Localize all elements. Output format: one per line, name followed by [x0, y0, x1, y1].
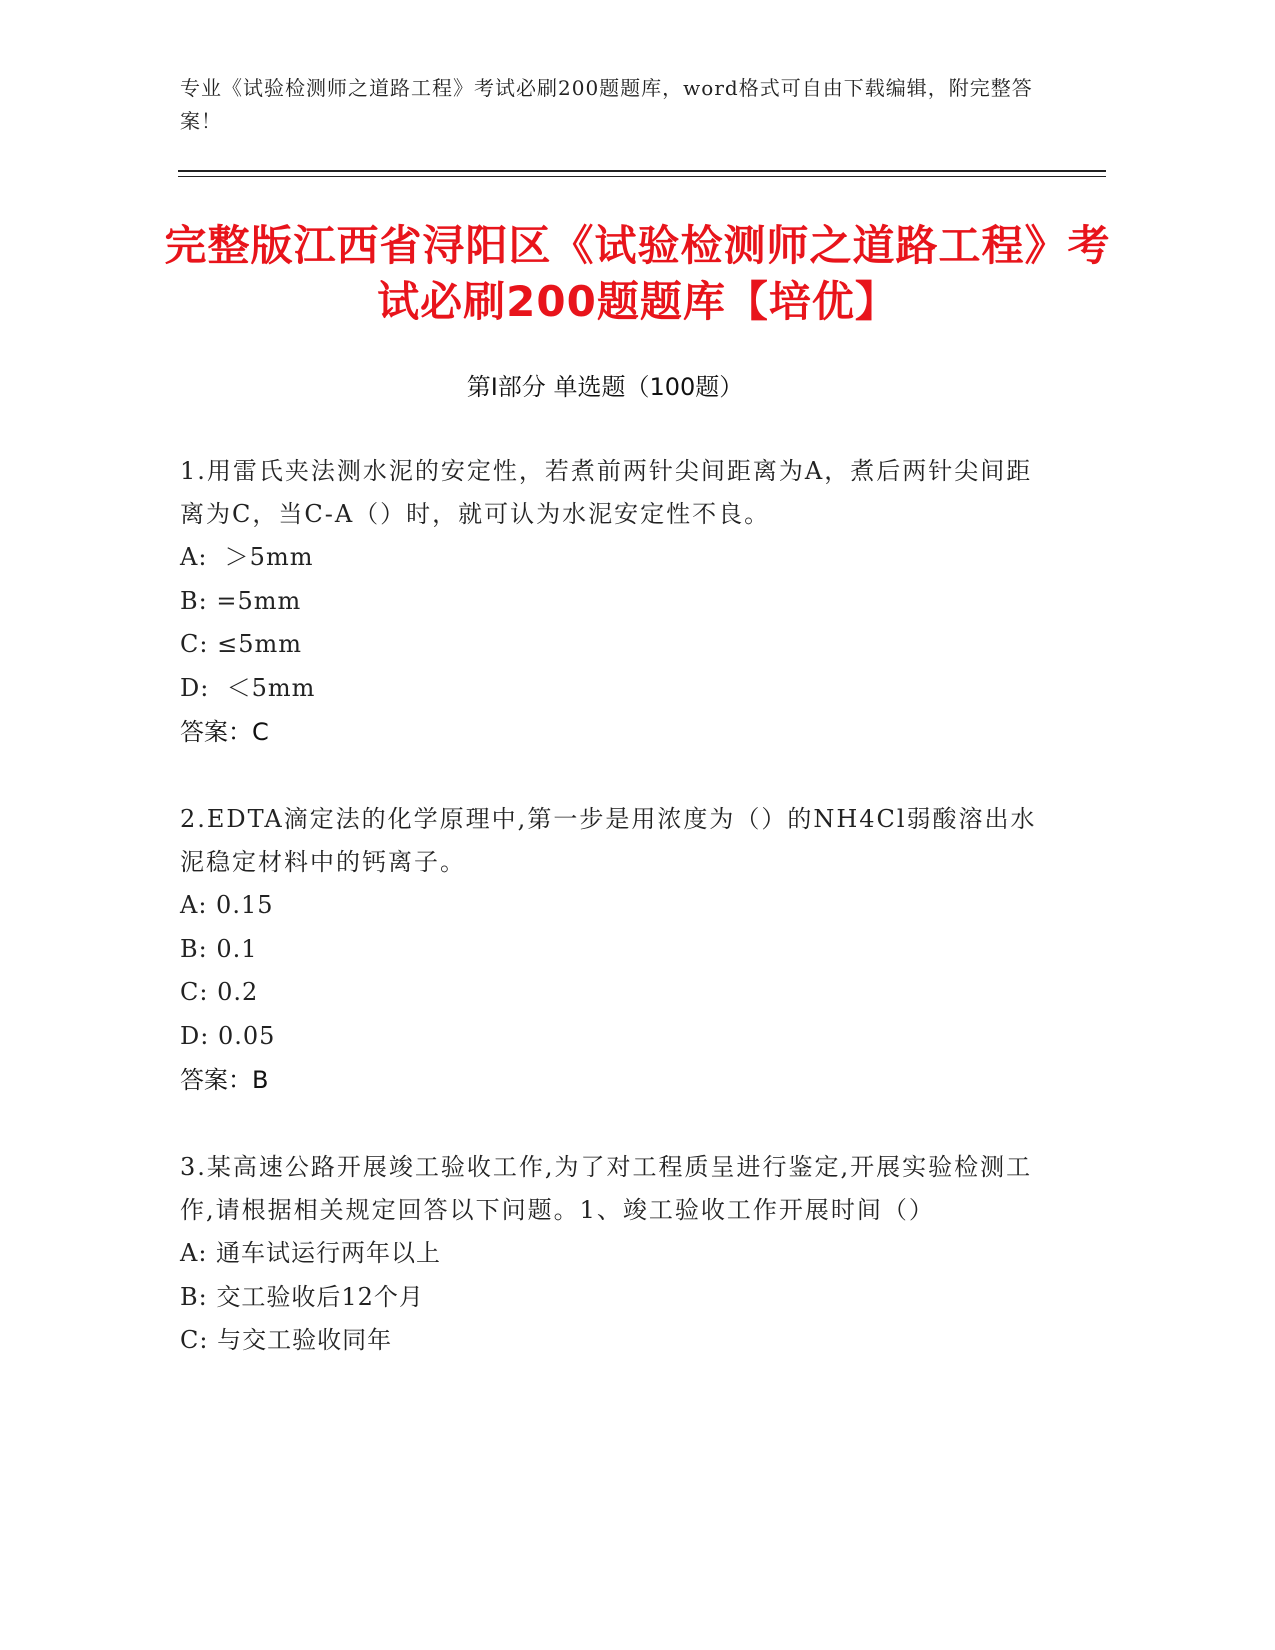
section-title: 第I部分 单选题（100题）: [466, 373, 744, 401]
option-c: C: 0.2: [180, 978, 259, 1006]
document-title: 完整版江西省浔阳区《试验检测师之道路工程》考试必刷200题题库【培优】: [164, 221, 1111, 326]
answer: 答案：B: [180, 1066, 269, 1094]
header-divider-thin: [178, 176, 1106, 177]
question-stem: 1.用雷氏夹法测水泥的安定性，若煮前两针尖间距离为A，煮后两针尖间距离为C，当C-A（）时，就可认为水泥安定性不良。: [180, 457, 1033, 528]
option-c: C: 与交工验收同年: [180, 1326, 393, 1354]
answer: 答案：C: [180, 718, 269, 746]
option-a: A: ＞5mm: [180, 543, 314, 571]
option-b: B: 0.1: [180, 934, 258, 963]
question-stem: 3.某高速公路开展竣工验收工作,为了对工程质呈进行鉴定,开展实验检测工作,请根据相关规定回答以下问题。1、竣工验收工作开展时间（）: [180, 1153, 1033, 1224]
option-c: C: ≤5mm: [180, 630, 302, 658]
option-d: D: 0.05: [180, 1021, 276, 1050]
question-stem: 2.EDTA滴定法的化学原理中,第一步是用浓度为（）的NH4Cl弱酸溶出水泥稳定材料中的钙离子。: [180, 805, 1037, 876]
option-a: A: 0.15: [180, 891, 274, 919]
question-1: [180, 450, 1040, 754]
question-3: [180, 1146, 1040, 1363]
question-2: [180, 798, 1040, 1102]
option-b: B: =5mm: [180, 586, 302, 615]
option-a: A: 通车试运行两年以上: [180, 1239, 442, 1267]
question-list: [180, 450, 1040, 1407]
option-b: B: 交工验收后12个月: [180, 1282, 424, 1311]
option-d: D: ＜5mm: [180, 673, 316, 702]
header-note: 专业《试验检测师之道路工程》考试必刷200题题库，word格式可自由下载编辑，附完整答案！: [180, 76, 1033, 133]
header-divider: [178, 170, 1106, 172]
